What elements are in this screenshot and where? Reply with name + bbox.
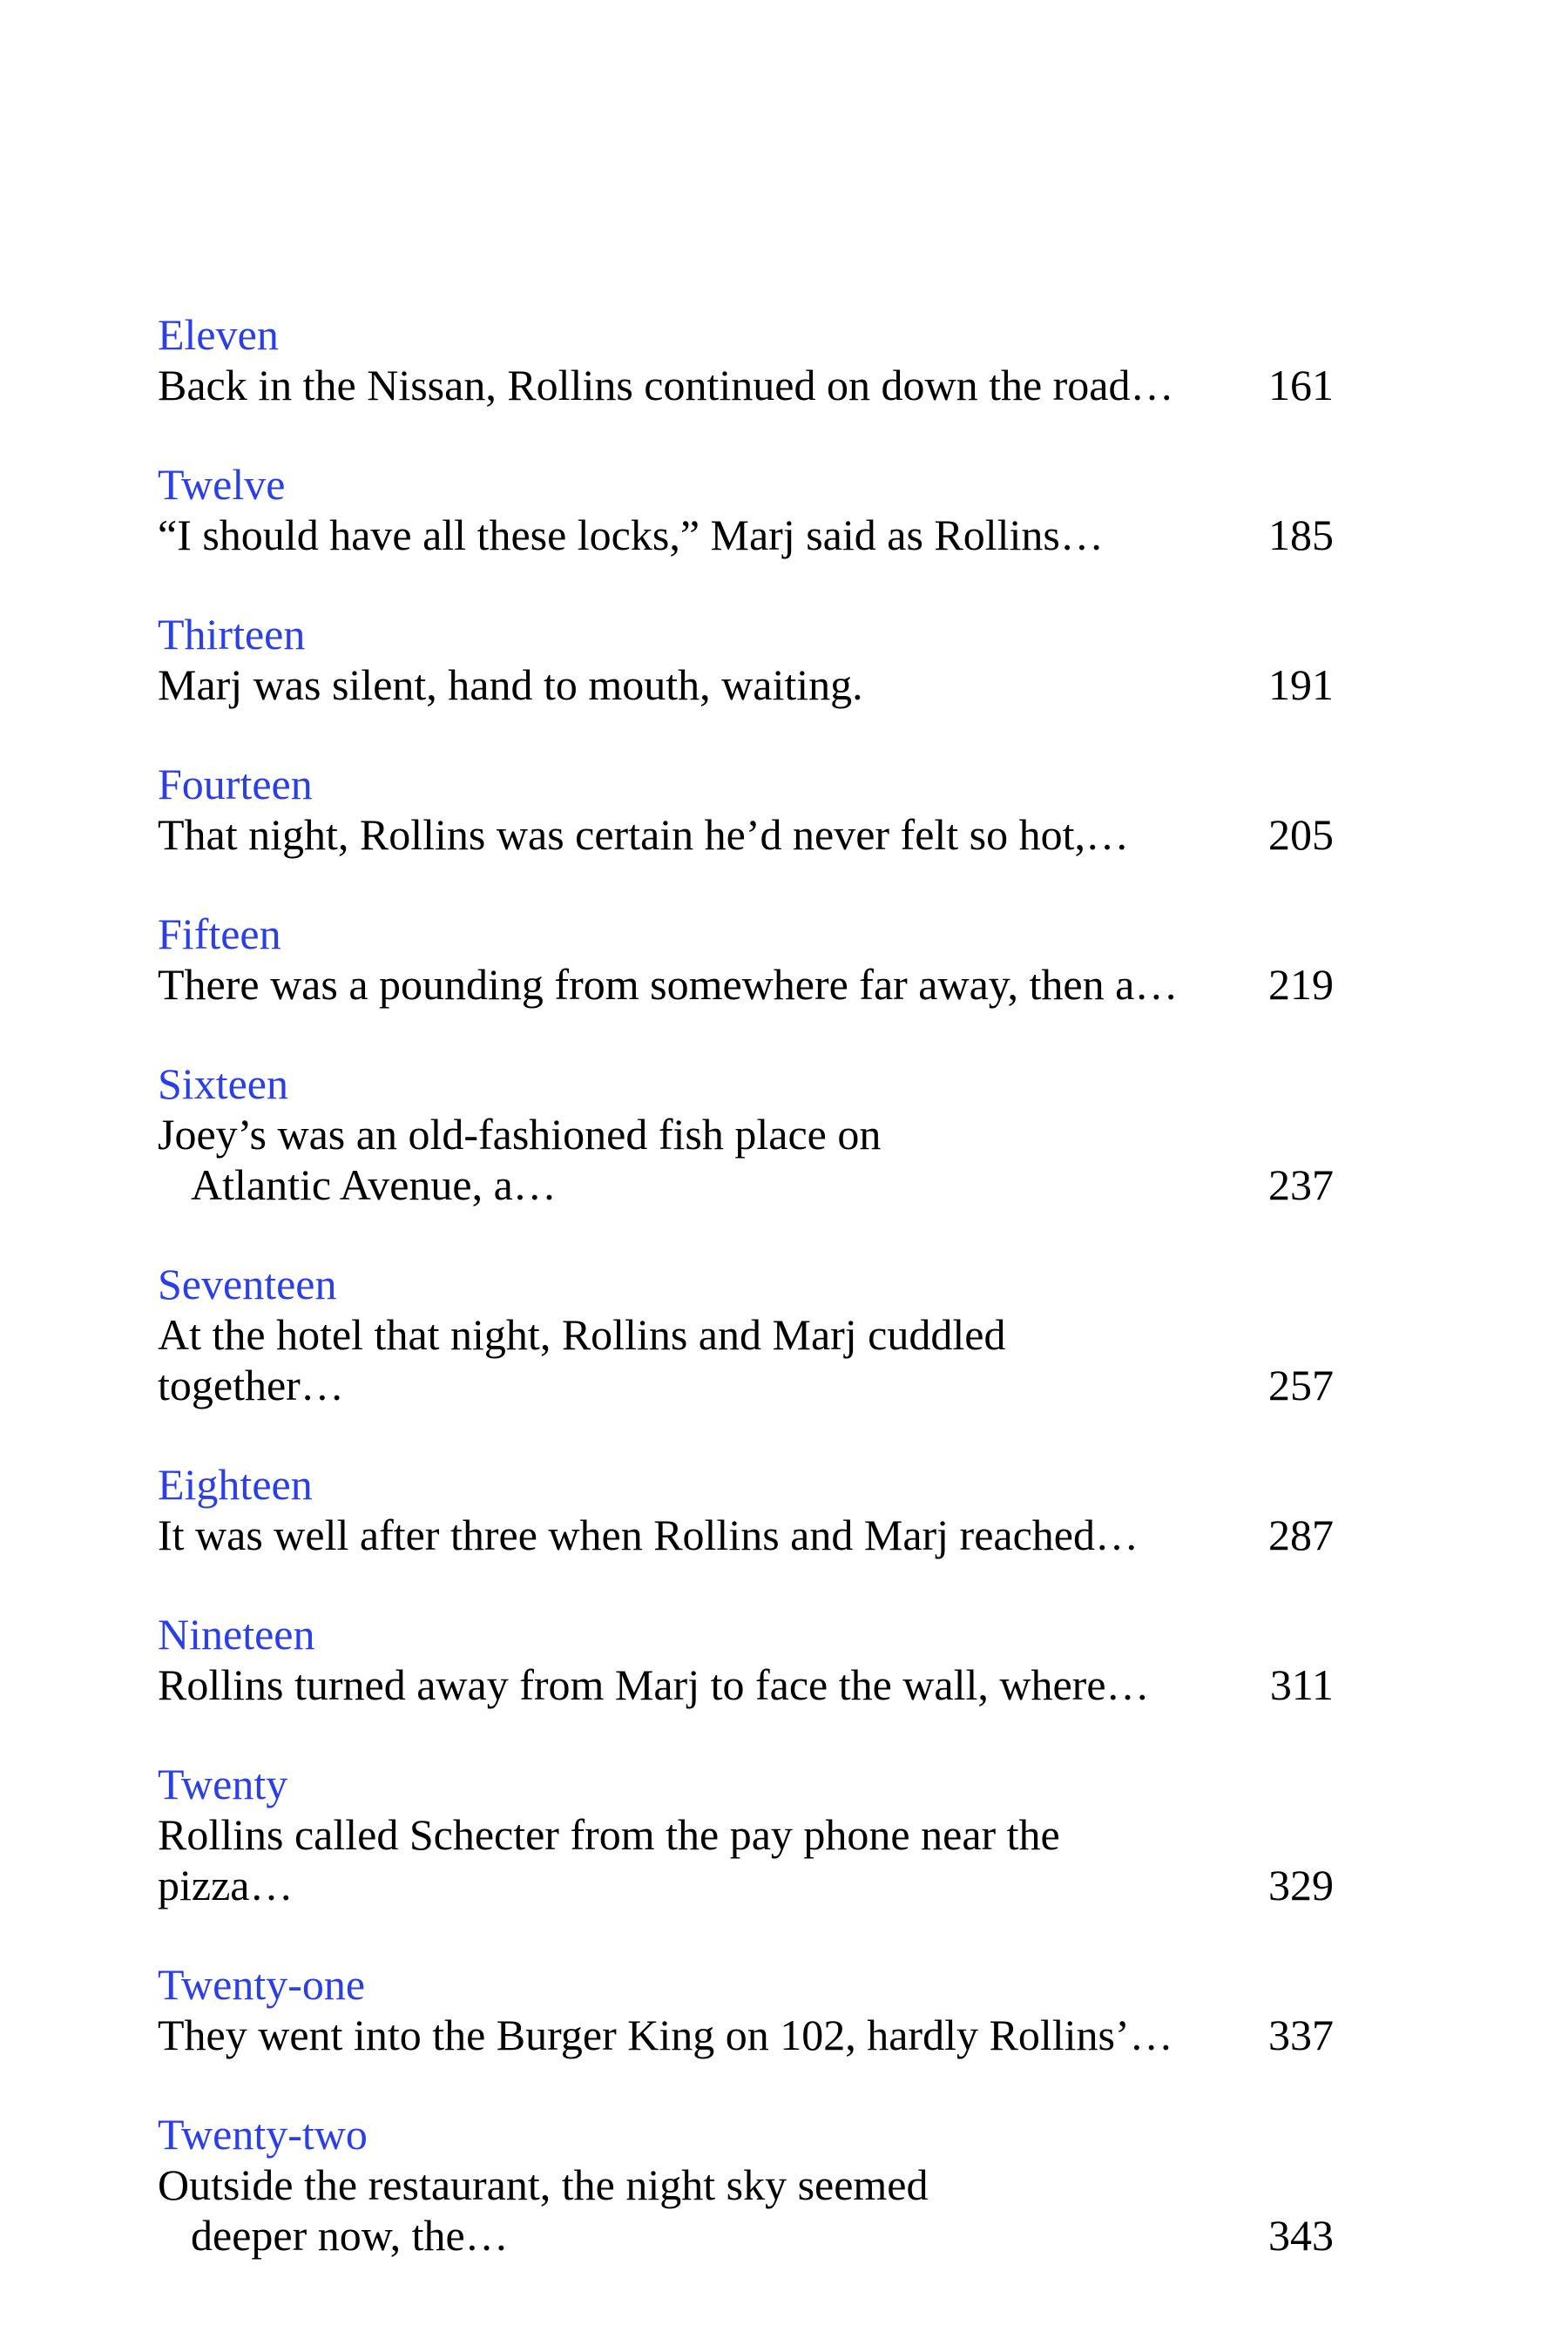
toc-entry: [158, 1058, 1334, 1210]
chapter-description-row: [158, 809, 1334, 860]
chapter-description: “I should have all these locks,” Marj said as Rollins…: [158, 510, 1104, 559]
chapter-description: There was a pounding from somewhere far away, then a…: [158, 960, 1179, 1009]
chapter-description: Rollins turned away from Marj to face the wall, where…: [158, 1660, 1150, 1709]
chapter-link[interactable]: Nineteen: [158, 1610, 315, 1659]
page-number: 237: [1268, 1160, 1334, 1209]
page-number: 287: [1268, 1511, 1334, 1559]
toc-entry: [158, 459, 1334, 560]
chapter-description-continued: deeper now, the…: [191, 2211, 509, 2260]
page-number: 191: [1268, 660, 1334, 709]
chapter-description-row: [158, 1659, 1334, 1710]
chapter-description-row: [158, 1510, 1334, 1560]
page-number: 337: [1268, 2011, 1334, 2059]
chapter-description-row: [158, 959, 1334, 1010]
chapter-link[interactable]: Twenty-one: [158, 1960, 366, 2009]
page-number: 329: [1268, 1861, 1334, 1909]
chapter-link[interactable]: Eighteen: [158, 1460, 313, 1509]
chapter-description-row: [158, 510, 1334, 560]
page-number: 343: [1268, 2211, 1334, 2260]
chapter-link[interactable]: Twenty: [158, 1760, 288, 1808]
chapter-link[interactable]: Seventeen: [158, 1260, 337, 1308]
chapter-description-row: [158, 2010, 1334, 2060]
page-number: 311: [1269, 1660, 1334, 1709]
page-number: 161: [1268, 361, 1334, 409]
chapter-description-continued: Atlantic Avenue, a…: [191, 1160, 557, 1209]
toc-entry: [158, 1609, 1334, 1710]
toc-entry: [158, 2109, 1334, 2261]
chapter-description: Marj was silent, hand to mouth, waiting.: [158, 660, 863, 709]
chapter-link[interactable]: Fifteen: [158, 909, 281, 958]
chapter-description: Back in the Nissan, Rollins continued on down the road…: [158, 361, 1174, 409]
chapter-description: That night, Rollins was certain he’d never felt so hot,…: [158, 810, 1130, 859]
chapter-description: Rollins called Schecter from the pay phone near the pizza…: [158, 1810, 1060, 1909]
chapter-description: Joey’s was an old-fashioned fish place on: [158, 1110, 882, 1159]
chapter-description-row: [158, 2159, 1334, 2261]
chapter-description: Outside the restaurant, the night sky seemed: [158, 2160, 929, 2209]
chapter-link[interactable]: Sixteen: [158, 1059, 288, 1108]
chapter-description-row: [158, 1309, 1334, 1410]
toc-entry: [158, 1459, 1334, 1560]
chapter-link[interactable]: Twelve: [158, 460, 286, 509]
chapter-link[interactable]: Eleven: [158, 310, 279, 359]
toc-entry: [158, 1259, 1334, 1410]
chapter-description: They went into the Burger King on 102, hardly Rollins’…: [158, 2011, 1173, 2059]
chapter-link[interactable]: Twenty-two: [158, 2110, 368, 2159]
chapter-description-row: [158, 360, 1334, 410]
chapter-description: It was well after three when Rollins and Marj reached…: [158, 1511, 1139, 1559]
chapter-link[interactable]: Thirteen: [158, 610, 306, 659]
chapter-description-row: [158, 659, 1334, 710]
table-of-contents: [158, 309, 1334, 2309]
toc-entry: [158, 1759, 1334, 1910]
toc-entry: [158, 309, 1334, 410]
toc-entry: [158, 1959, 1334, 2060]
page-number: 205: [1268, 810, 1334, 859]
chapter-description: At the hotel that night, Rollins and Marj cuddled together…: [158, 1310, 1006, 1409]
toc-entry: [158, 909, 1334, 1010]
toc-entry: [158, 609, 1334, 710]
page-number: 185: [1268, 510, 1334, 559]
chapter-description-row: [158, 1109, 1334, 1210]
page-number: 219: [1268, 960, 1334, 1009]
chapter-description-row: [158, 1809, 1334, 1910]
page-number: 257: [1268, 1361, 1334, 1409]
toc-entry: [158, 759, 1334, 860]
chapter-link[interactable]: Fourteen: [158, 760, 313, 808]
